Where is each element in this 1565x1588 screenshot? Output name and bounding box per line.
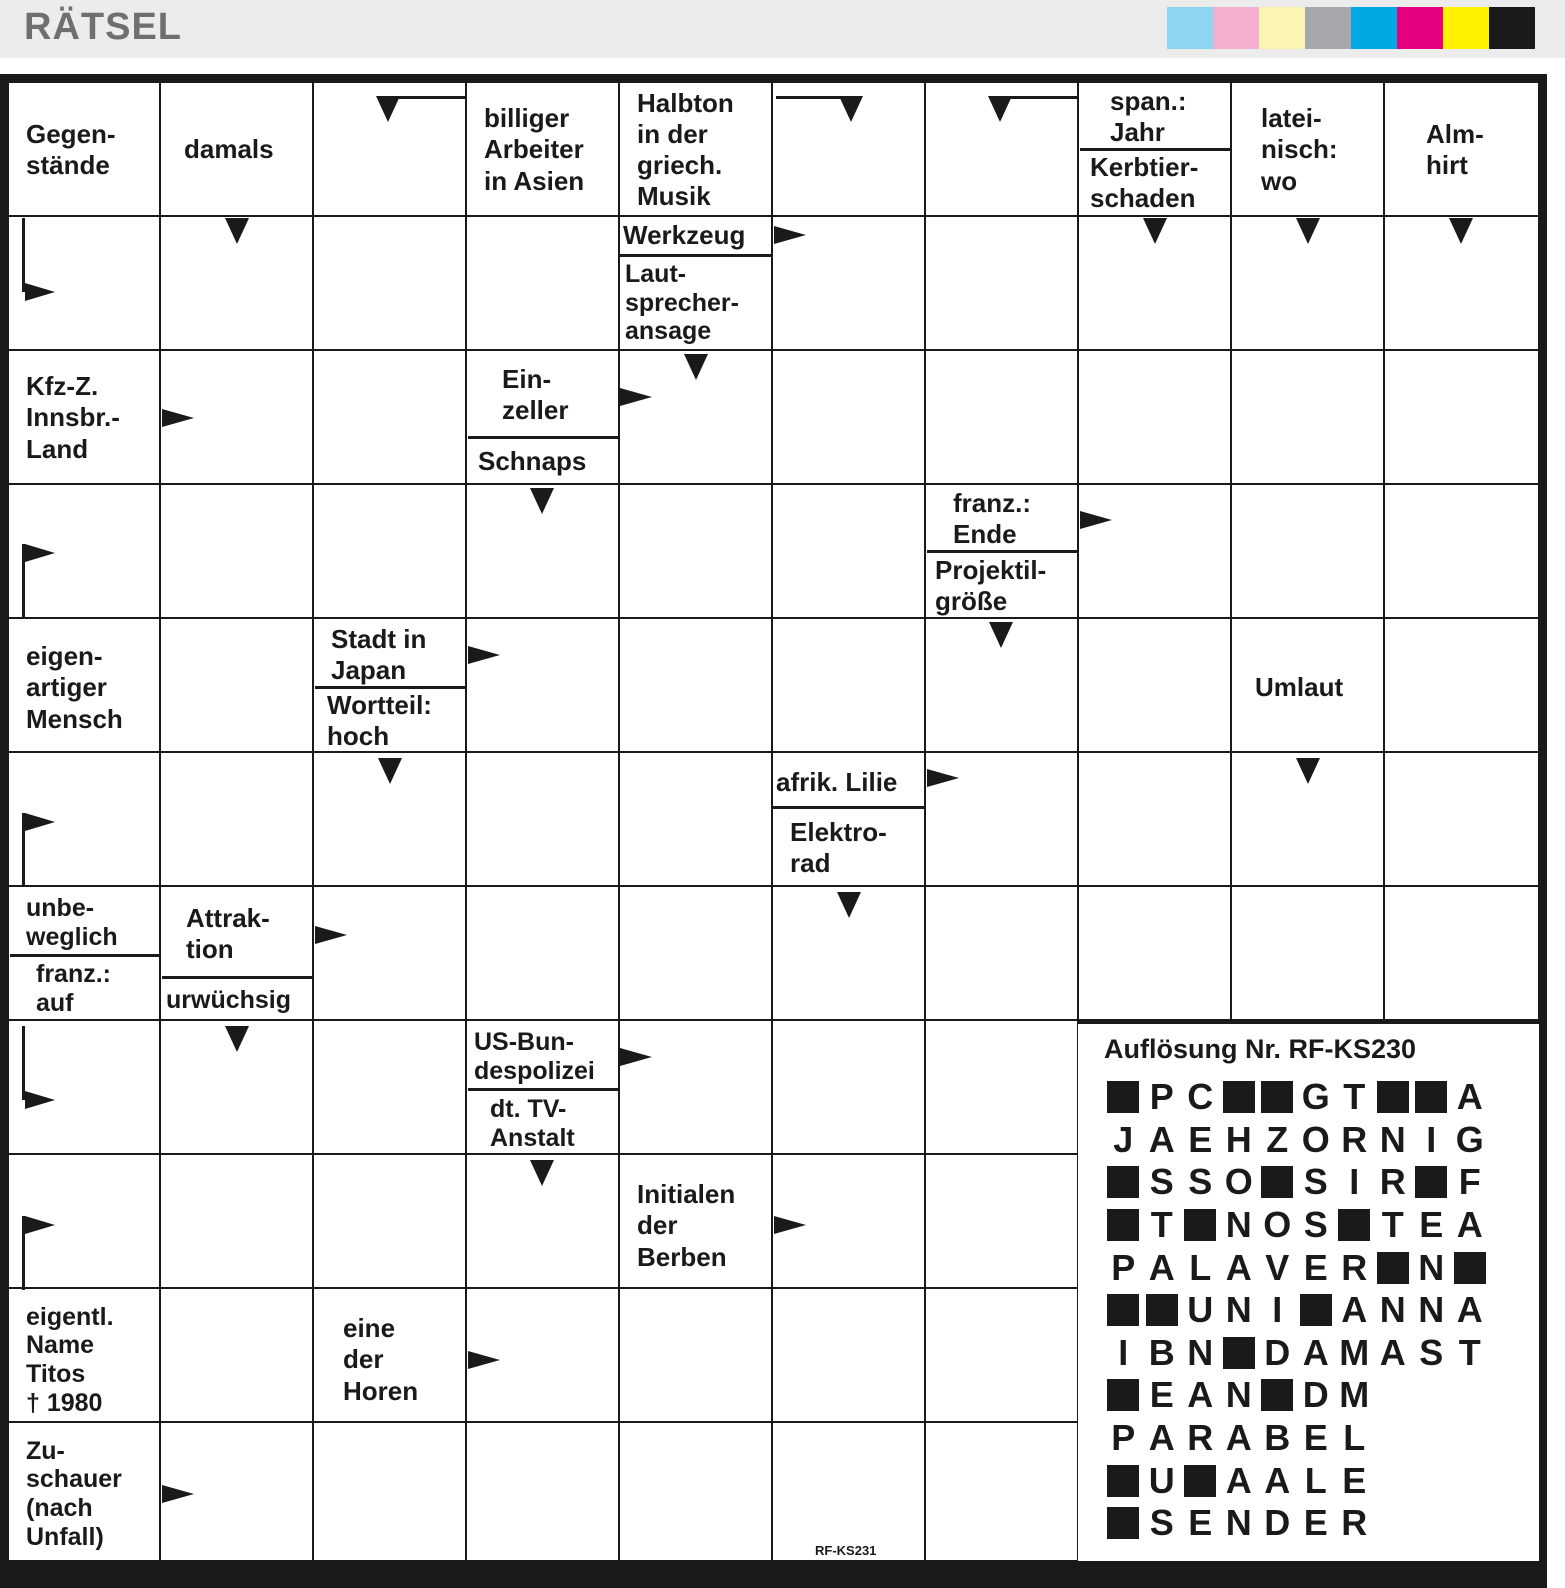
solution-block [1104, 1502, 1143, 1545]
solution-letter: E [1188, 1118, 1213, 1160]
grid-cell[interactable] [1078, 752, 1231, 886]
clue-eine-der-horen: eine der Horen [343, 1313, 419, 1406]
solution-block [1104, 1289, 1143, 1332]
clue-elektrorad: Elektro- rad [790, 816, 887, 878]
solution-letter: E [1188, 1502, 1213, 1544]
clue-franz-ende: franz.: Ende [953, 487, 1031, 549]
clue-stadt-japan: Stadt in Japan [331, 623, 427, 685]
solution-letter: P [1111, 1246, 1136, 1288]
bent-arrow-icon [22, 1216, 56, 1290]
solution-letter: L [1189, 1246, 1212, 1288]
down-arrow-icon [225, 1026, 249, 1052]
solution-letter: V [1265, 1246, 1290, 1288]
solution-block [1143, 1289, 1182, 1332]
solution-letter: B [1148, 1331, 1175, 1373]
solution-block [1258, 1161, 1297, 1204]
down-arrow-icon [1449, 218, 1473, 244]
grid-cell[interactable] [1384, 350, 1539, 484]
grid-cell[interactable] [313, 1422, 466, 1561]
solution-letter: T [1150, 1204, 1173, 1246]
clue-einzeller: Ein- zeller [502, 363, 569, 425]
grid-cell[interactable] [619, 886, 772, 1020]
solution-letter: U [1148, 1459, 1175, 1501]
clue-divider [1080, 148, 1230, 151]
grid-cell[interactable] [772, 1020, 925, 1154]
solution-row [1104, 1289, 1489, 1332]
clue-span-jahr: span.: Jahr [1110, 85, 1187, 147]
solution-block [1181, 1459, 1220, 1502]
solution-letter: N [1187, 1331, 1214, 1373]
solution-letter: D [1264, 1502, 1291, 1544]
down-arrow-icon [530, 1160, 554, 1186]
solution-letter: A [1225, 1417, 1252, 1459]
clue-divider [620, 254, 772, 257]
color-calibration-bar [1167, 7, 1535, 49]
solution-letter: E [1419, 1204, 1444, 1246]
grid-cell[interactable] [313, 350, 466, 484]
clue-kerbtierschaden: Kerbtier- schaden [1090, 151, 1199, 213]
solution-letter: Z [1266, 1118, 1289, 1160]
solution-block [1412, 1076, 1451, 1119]
right-arrow-icon [620, 388, 652, 406]
solution-letter: U [1187, 1289, 1214, 1331]
solution-letter: A [1225, 1459, 1252, 1501]
solution-letter: N [1225, 1289, 1252, 1331]
solution-letter: I [1118, 1331, 1129, 1373]
solution-letter: P [1111, 1417, 1136, 1459]
solution-letter: S [1149, 1161, 1174, 1203]
grid-cell[interactable] [772, 1422, 925, 1561]
clue-dt-tv-anstalt: dt. TV- Anstalt [490, 1095, 575, 1152]
bent-arrow-icon [22, 813, 56, 887]
grid-cell[interactable] [619, 752, 772, 886]
clue-us-bundespolizei: US-Bun- despolizei [474, 1028, 595, 1085]
solution-block [1181, 1204, 1220, 1247]
grid-cell[interactable] [925, 1154, 1078, 1288]
solution-letter: S [1303, 1161, 1328, 1203]
clue-damals: damals [184, 134, 274, 165]
solution-letter: A [1456, 1204, 1483, 1246]
solution-letter: A [1148, 1118, 1175, 1160]
bent-arrow-icon [22, 218, 56, 292]
clue-divider [468, 1088, 620, 1091]
solution-row [1104, 1119, 1489, 1162]
solution-grid [1104, 1076, 1489, 1545]
grid-cell[interactable] [772, 350, 925, 484]
clue-afrik-lilie: afrik. Lilie [776, 767, 898, 798]
solution-letter: T [1458, 1331, 1481, 1373]
clue-wortteil-hoch: Wortteil: hoch [327, 689, 432, 751]
solution-letter: A [1187, 1374, 1214, 1416]
grid-cell[interactable] [313, 886, 466, 1020]
solution-letter: A [1302, 1331, 1329, 1373]
solution-block [1104, 1459, 1143, 1502]
solution-letter: T [1343, 1076, 1366, 1118]
clue-kfz: Kfz-Z. Innsbr.- Land [26, 371, 120, 464]
clue-eigenartiger-mensch: eigen- artiger Mensch [26, 641, 123, 734]
solution-letter: E [1303, 1417, 1328, 1459]
solution-block [1297, 1289, 1336, 1332]
clue-divider [927, 550, 1079, 553]
solution-letter: R [1341, 1502, 1368, 1544]
solution-letter: P [1149, 1076, 1174, 1118]
right-arrow-icon [774, 1216, 806, 1234]
grid-cell[interactable] [466, 1422, 619, 1561]
clue-unbeweglich: unbe- weglich [26, 894, 118, 951]
solution-letter: I [1426, 1118, 1437, 1160]
swatch-yellow [1443, 7, 1489, 49]
swatch-black [1489, 7, 1535, 49]
down-arrow-icon [989, 622, 1013, 648]
down-arrow-icon [684, 354, 708, 380]
solution-letter: B [1264, 1417, 1291, 1459]
solution-block [1451, 1246, 1490, 1289]
solution-row [1104, 1459, 1489, 1502]
grid-cell[interactable] [619, 1422, 772, 1561]
solution-letter: S [1188, 1161, 1213, 1203]
right-arrow-icon [315, 926, 347, 944]
grid-cell[interactable] [160, 752, 313, 886]
solution-letter: R [1187, 1417, 1214, 1459]
solution-letter: N [1379, 1118, 1406, 1160]
grid-cell[interactable] [160, 484, 313, 618]
header-bar [0, 0, 1565, 58]
solution-letter: S [1149, 1502, 1174, 1544]
grid-cell[interactable] [313, 216, 466, 350]
solution-block [1258, 1076, 1297, 1119]
grid-cell[interactable] [1384, 618, 1539, 752]
grid-cell[interactable] [1078, 484, 1231, 618]
grid-cell[interactable] [160, 1288, 313, 1422]
solution-block [1104, 1161, 1143, 1204]
solution-letter: N [1225, 1204, 1252, 1246]
bent-arrow-icon [22, 1026, 56, 1100]
clue-projektilgroesse: Projektil- größe [935, 554, 1047, 616]
clue-divider [773, 806, 925, 809]
right-arrow-icon [774, 226, 806, 244]
clue-gegenstaende: Gegen- stände [26, 118, 116, 180]
page-title: RÄTSEL [24, 6, 182, 48]
down-arrow-icon [530, 488, 554, 514]
down-arrow-icon [225, 218, 249, 244]
solution-letter: N [1418, 1289, 1445, 1331]
solution-letter: G [1301, 1076, 1330, 1118]
clue-eigentl-name-titos: eigentl. Name Titos † 1980 [26, 1302, 114, 1417]
clue-divider [315, 686, 467, 689]
solution-row [1104, 1417, 1489, 1460]
solution-letter: A [1341, 1289, 1368, 1331]
solution-letter: O [1224, 1161, 1253, 1203]
grid-cell[interactable] [619, 1020, 772, 1154]
grid-cell[interactable] [619, 618, 772, 752]
swatch-cyan-light [1167, 7, 1213, 49]
solution-letter: M [1339, 1331, 1370, 1373]
swatch-yellow-light [1259, 7, 1305, 49]
solution-letter: H [1225, 1118, 1252, 1160]
down-arrow-icon [1143, 218, 1167, 244]
grid-cell[interactable] [1384, 886, 1539, 1020]
grid-cell[interactable] [1231, 886, 1384, 1020]
grid-cell[interactable] [1384, 484, 1539, 618]
solution-letter: E [1303, 1502, 1328, 1544]
grid-cell[interactable] [619, 484, 772, 618]
solution-letter: A [1456, 1076, 1483, 1118]
solution-row [1104, 1246, 1489, 1289]
clue-initialen-berber: Initialen der Berben [637, 1179, 736, 1272]
solution-block [1258, 1374, 1297, 1417]
solution-letter: O [1301, 1118, 1330, 1160]
solution-block [1104, 1374, 1143, 1417]
solution-block [1104, 1204, 1143, 1247]
grid-cell[interactable] [925, 1020, 1078, 1154]
solution-letter: E [1303, 1246, 1328, 1288]
solution-row [1104, 1161, 1489, 1204]
right-arrow-icon [620, 1048, 652, 1066]
grid-cell[interactable] [925, 350, 1078, 484]
solution-letter: N [1225, 1502, 1252, 1544]
solution-letter: C [1187, 1076, 1214, 1118]
down-arrow-icon [1296, 758, 1320, 784]
grid-cell[interactable] [1231, 350, 1384, 484]
solution-block [1412, 1161, 1451, 1204]
solution-letter: F [1458, 1161, 1481, 1203]
grid-cell[interactable] [619, 1288, 772, 1422]
solution-letter: A [1456, 1289, 1483, 1331]
grid-cell[interactable] [925, 886, 1078, 1020]
solution-letter: G [1455, 1118, 1484, 1160]
solution-letter: T [1381, 1204, 1404, 1246]
solution-letter: D [1264, 1331, 1291, 1373]
solution-block [1374, 1246, 1413, 1289]
swatch-cyan [1351, 7, 1397, 49]
swatch-gray [1305, 7, 1351, 49]
grid-cell[interactable] [466, 216, 619, 350]
solution-letter: E [1342, 1459, 1367, 1501]
solution-letter: L [1343, 1417, 1366, 1459]
clue-lautsprecheransage: Laut- sprecher- ansage [625, 259, 739, 346]
clue-werkzeug: Werkzeug [623, 220, 746, 251]
down-arrow-icon [837, 892, 861, 918]
grid-cell[interactable] [1384, 752, 1539, 886]
grid-cell[interactable] [466, 752, 619, 886]
grid-cell[interactable] [1078, 886, 1231, 1020]
grid-cell[interactable] [466, 886, 619, 1020]
clue-attraktion: Attrak- tion [186, 902, 270, 964]
grid-cell[interactable] [772, 1288, 925, 1422]
solution-letter: R [1379, 1161, 1406, 1203]
clue-billiger-arbeiter: billiger Arbeiter in Asien [484, 103, 585, 196]
solution-row [1104, 1204, 1489, 1247]
grid-cell[interactable] [466, 618, 619, 752]
grid-cell[interactable] [313, 1154, 466, 1288]
solution-row [1104, 1332, 1489, 1375]
solution-letter: I [1349, 1161, 1360, 1203]
solution-letter: N [1225, 1374, 1252, 1416]
down-arrow-icon [378, 758, 402, 784]
puzzle-code: RF-KS231 [815, 1543, 877, 1558]
solution-letter: D [1302, 1374, 1329, 1416]
clue-franz-auf: franz.: auf [36, 960, 111, 1017]
grid-cell[interactable] [1078, 350, 1231, 484]
clue-urwuechsig: urwüchsig [166, 985, 292, 1014]
right-arrow-icon [468, 1351, 500, 1369]
grid-cell[interactable] [925, 1288, 1078, 1422]
solution-letter: A [1225, 1246, 1252, 1288]
right-arrow-icon [162, 409, 194, 427]
grid-cell[interactable] [1078, 618, 1231, 752]
right-arrow-icon [927, 769, 959, 787]
grid-cell[interactable] [313, 484, 466, 618]
solution-letter: L [1304, 1459, 1327, 1501]
solution-letter: I [1272, 1289, 1283, 1331]
swatch-magenta [1397, 7, 1443, 49]
grid-cell[interactable] [925, 216, 1078, 350]
solution-row [1104, 1502, 1489, 1545]
right-arrow-icon [468, 646, 500, 664]
grid-cell[interactable] [925, 1422, 1078, 1561]
solution-block [1374, 1076, 1413, 1119]
clue-divider [10, 954, 160, 957]
clue-divider [468, 436, 620, 439]
solution-letter: S [1303, 1204, 1328, 1246]
clue-divider [162, 976, 314, 979]
solution-letter: E [1149, 1374, 1174, 1416]
clue-halbton: Halbton in der griech. Musik [637, 87, 734, 212]
solution-letter: A [1148, 1246, 1175, 1288]
down-arrow-icon [1296, 218, 1320, 244]
clue-almhirt: Alm- hirt [1426, 118, 1484, 180]
solution-letter: O [1263, 1204, 1292, 1246]
clue-schnaps: Schnaps [478, 446, 587, 477]
grid-cell[interactable] [160, 618, 313, 752]
grid-cell[interactable] [160, 1154, 313, 1288]
solution-letter: J [1113, 1118, 1134, 1160]
solution-block [1220, 1076, 1259, 1119]
solution-letter: M [1339, 1374, 1370, 1416]
grid-cell[interactable] [772, 618, 925, 752]
swatch-magenta-light [1213, 7, 1259, 49]
solution-block [1335, 1204, 1374, 1247]
solution-letter: N [1379, 1289, 1406, 1331]
bent-arrow-icon [22, 544, 56, 618]
grid-cell[interactable] [772, 484, 925, 618]
grid-cell[interactable] [1231, 484, 1384, 618]
solution-letter: N [1418, 1246, 1445, 1288]
solution-title: Auflösung Nr. RF-KS230 [1104, 1034, 1417, 1064]
solution-letter: R [1341, 1118, 1368, 1160]
clue-zuschauer: Zu- schauer (nach Unfall) [26, 1436, 122, 1551]
solution-letter: R [1341, 1246, 1368, 1288]
solution-letter: A [1379, 1331, 1406, 1373]
grid-cell[interactable] [313, 1020, 466, 1154]
clue-umlaut: Umlaut [1255, 672, 1344, 703]
solution-letter: A [1148, 1417, 1175, 1459]
solution-letter: S [1419, 1331, 1444, 1373]
solution-row [1104, 1076, 1489, 1119]
right-arrow-icon [162, 1485, 194, 1503]
solution-row [1104, 1374, 1489, 1417]
solution-box [1078, 1024, 1539, 1561]
clue-lateinisch-wo: latei- nisch: wo [1261, 103, 1338, 196]
right-arrow-icon [1080, 511, 1112, 529]
solution-block [1104, 1076, 1143, 1119]
solution-letter: A [1264, 1459, 1291, 1501]
solution-block [1220, 1332, 1259, 1375]
